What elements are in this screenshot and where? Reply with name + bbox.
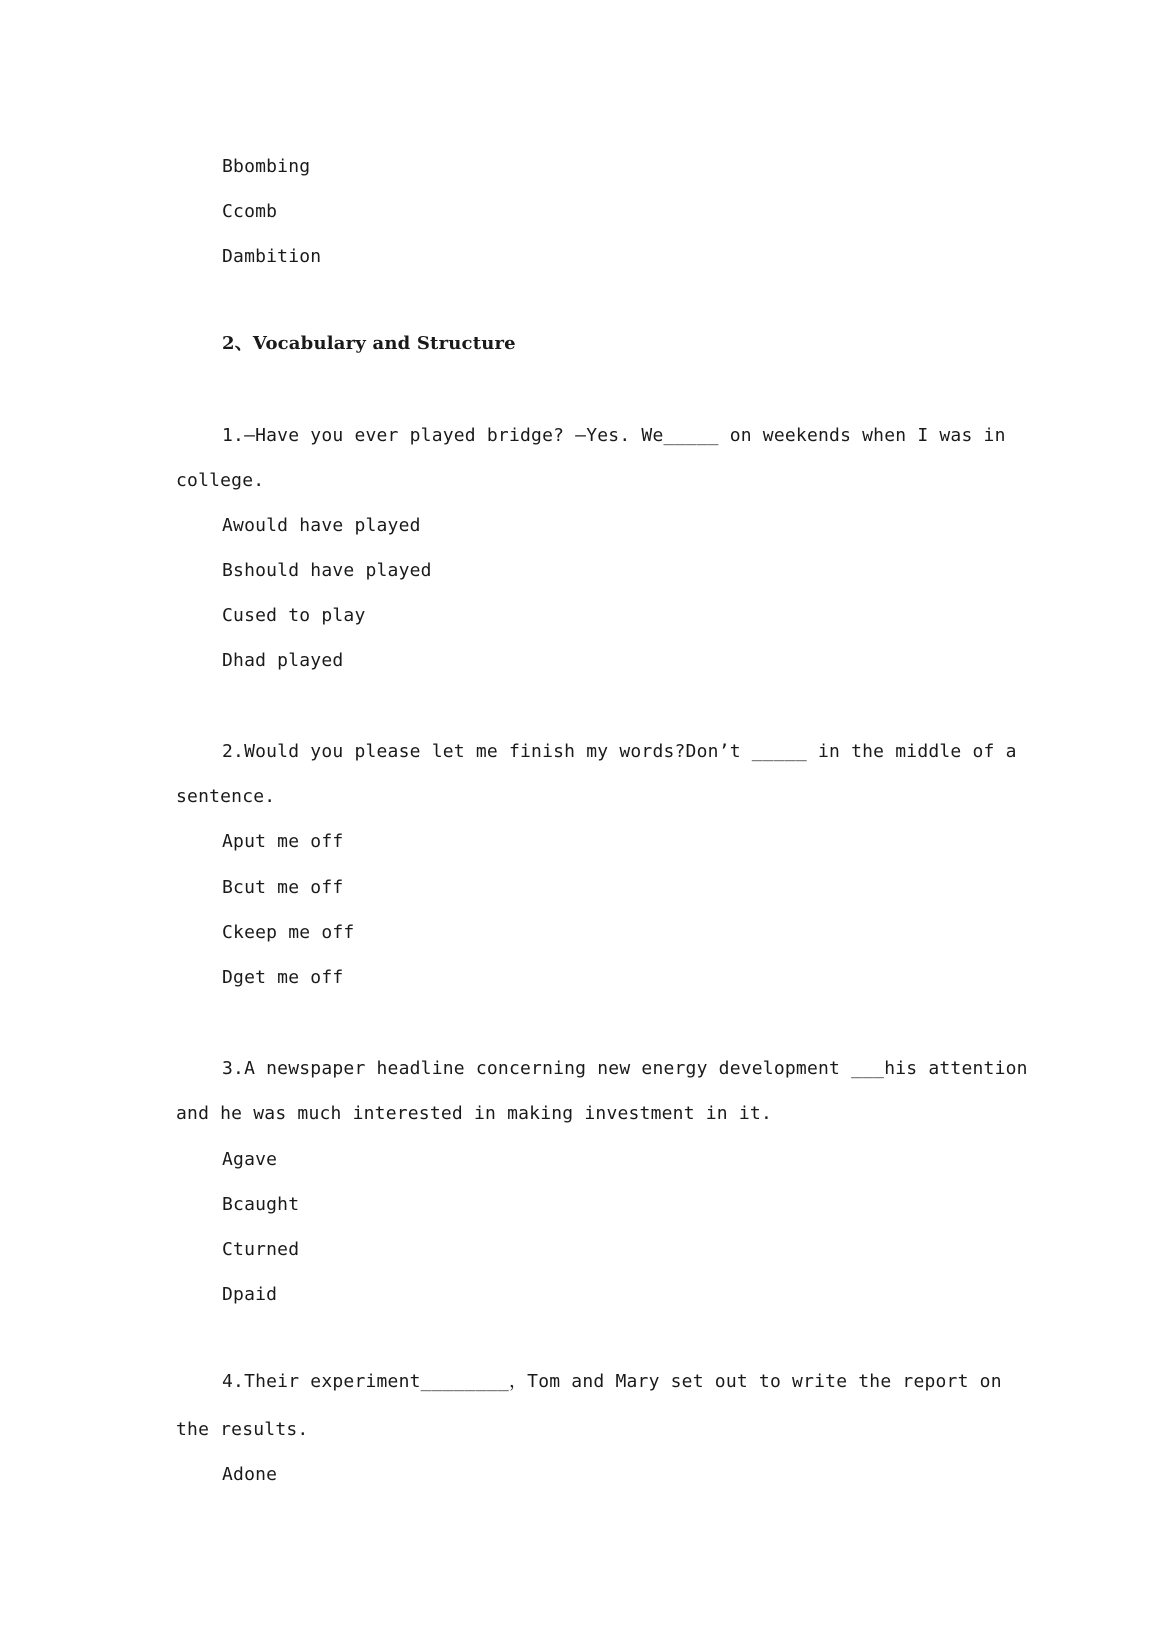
question-3-text-continued: and he was much interested in making investment in it.: [176, 1103, 772, 1124]
option-d: Dambition: [222, 246, 322, 267]
question-1-option-d: Dhad played: [222, 650, 344, 671]
question-4-text: 4.Their experiment________，Tom and Mary set out to write the report on: [222, 1371, 1002, 1392]
question-1-option-a: Awould have played: [222, 515, 421, 536]
question-1-text-continued: college.: [176, 470, 265, 491]
question-2-text: 2.Would you please let me finish my words?Don’t _____ in the middle of a: [222, 741, 1017, 762]
question-2-option-a: Aput me off: [222, 831, 344, 852]
question-2-option-b: Bcut me off: [222, 877, 344, 898]
option-c: Ccomb: [222, 201, 278, 222]
question-2-option-d: Dget me off: [222, 967, 344, 988]
question-3-option-b: Bcaught: [222, 1194, 300, 1215]
question-4-option-a: Adone: [222, 1464, 278, 1485]
question-3-option-c: Cturned: [222, 1239, 300, 1260]
option-b: Bbombing: [222, 156, 311, 177]
question-2-option-c: Ckeep me off: [222, 922, 355, 943]
question-4-text-continued: the results.: [176, 1419, 309, 1440]
question-1-option-b: Bshould have played: [222, 560, 432, 581]
question-1-text: 1.—Have you ever played bridge? —Yes. We_____ on weekends when I was in: [222, 425, 1006, 446]
question-3-text: 3.A newspaper headline concerning new energy development ___his attention: [222, 1058, 1028, 1079]
section-heading: 2、Vocabulary and Structure: [222, 333, 516, 354]
question-2-text-continued: sentence.: [176, 786, 276, 807]
question-1-option-c: Cused to play: [222, 605, 366, 626]
question-3-option-d: Dpaid: [222, 1284, 278, 1305]
question-3-option-a: Agave: [222, 1149, 278, 1170]
